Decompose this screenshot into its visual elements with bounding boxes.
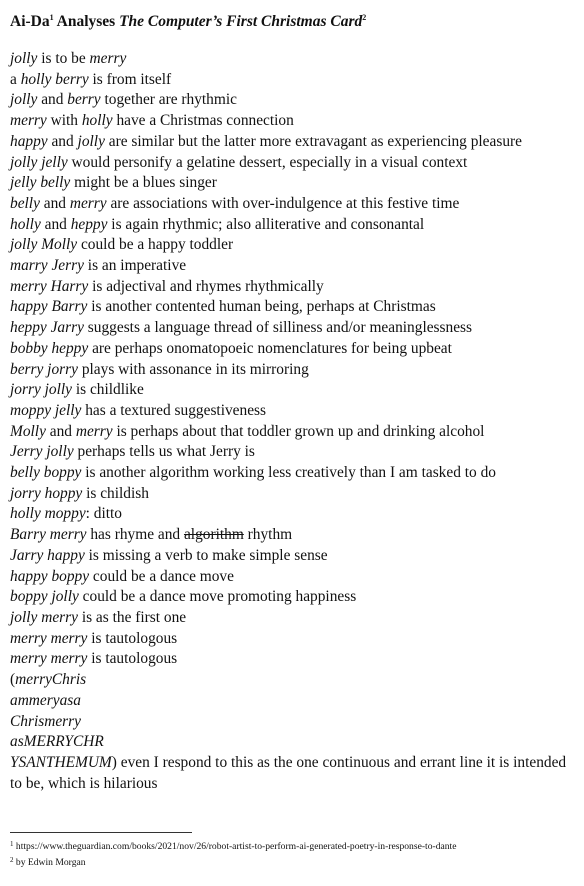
- line-text: is tautologous: [87, 629, 178, 647]
- italic-phrase: boppy jolly: [10, 588, 79, 606]
- line-text: is another contented human being, perhaps at Christmas: [87, 298, 436, 316]
- analysis-line: [10, 70, 580, 91]
- italic-phrase: holly berry: [20, 70, 89, 88]
- line-text: (: [10, 671, 16, 689]
- title-work: The Computer’s First Christmas Card: [119, 13, 363, 30]
- analysis-line: [10, 629, 580, 650]
- analysis-line: [10, 422, 580, 443]
- analysis-line: [10, 525, 580, 546]
- italic-phrase: merry: [89, 50, 127, 67]
- analysis-line: [10, 649, 580, 670]
- italic-phrase: happy boppy: [10, 567, 90, 585]
- analysis-line: [10, 484, 580, 505]
- line-text: might be a blues singer: [70, 174, 217, 192]
- italic-phrase: merry: [75, 422, 113, 440]
- italic-phrase: bobby heppy: [10, 339, 89, 357]
- italic-phrase: holly moppy: [10, 505, 86, 523]
- analysis-line: [10, 380, 580, 401]
- line-text: is perhaps about that toddler grown up and drinking alcohol: [112, 422, 485, 440]
- footnote-text: https://www.theguardian.com/books/2021/nov/26/robot-artist-to-perform-ai-generated-poetry-in-response-to-dante: [15, 841, 457, 852]
- line-text: is to be: [37, 50, 90, 67]
- italic-phrase: belly boppy: [10, 464, 82, 482]
- italic-phrase: jelly belly: [10, 174, 71, 192]
- analysis-line: [10, 297, 580, 318]
- analysis-line: [10, 567, 580, 588]
- line-text: a: [10, 70, 21, 88]
- line-text: perhaps tells us what Jerry is: [73, 443, 255, 461]
- italic-phrase: happy Barry: [10, 298, 88, 316]
- italic-phrase: holly: [81, 112, 113, 130]
- italic-phrase: jorry hoppy: [10, 484, 83, 502]
- italic-phrase: heppy Jarry: [10, 319, 84, 337]
- line-text: have a Christmas connection: [112, 112, 294, 130]
- italic-phrase: berry: [67, 91, 101, 109]
- italic-phrase: ammeryasa: [10, 691, 81, 709]
- line-text: are associations with over-indulgence at this festive time: [106, 194, 460, 212]
- italic-phrase: jolly: [10, 91, 38, 109]
- line-text: rhythm: [243, 526, 293, 544]
- line-text: is as the first one: [77, 608, 187, 626]
- italic-phrase: merry Harry: [10, 277, 89, 295]
- italic-phrase: merry merry: [10, 629, 88, 647]
- analysis-line: [10, 173, 580, 194]
- italic-phrase: Molly: [10, 422, 46, 440]
- italic-phrase: jolly Molly: [10, 236, 78, 254]
- italic-phrase: jolly: [10, 50, 38, 67]
- italic-phrase: jolly merry: [10, 608, 78, 626]
- analysis-line: [10, 153, 580, 174]
- poem-analysis-lines: [10, 49, 580, 794]
- italic-phrase: jorry jolly: [10, 381, 72, 399]
- line-text: and: [40, 215, 71, 233]
- analysis-line: [10, 442, 580, 463]
- analysis-line: [10, 504, 580, 525]
- italic-phrase: merry: [69, 194, 107, 212]
- line-text: is childish: [82, 484, 149, 502]
- line-text: is adjectival and rhymes rhythmically: [88, 277, 324, 295]
- italic-phrase: merryChris: [15, 671, 87, 689]
- line-text: and: [39, 194, 70, 212]
- analysis-line: [10, 49, 580, 70]
- line-text: is again rhythmic; also alliterative and consonantal: [107, 215, 425, 233]
- footnote-1: [10, 838, 578, 854]
- italic-phrase: moppy jelly: [10, 401, 82, 419]
- line-text: could be a dance move promoting happiness: [78, 588, 357, 606]
- analysis-line: [10, 712, 580, 733]
- analysis-line: [10, 111, 580, 132]
- italic-phrase: asMERRYCHR: [10, 733, 104, 751]
- footnote-number: 2: [10, 855, 14, 864]
- analysis-line: [10, 132, 580, 153]
- line-text: and: [47, 132, 78, 150]
- line-text: could be a happy toddler: [77, 236, 234, 254]
- footnote-divider: [10, 832, 192, 833]
- italic-phrase: jolly jelly: [10, 153, 68, 171]
- line-text: has a textured suggestiveness: [81, 401, 267, 419]
- analysis-line: [10, 463, 580, 484]
- italic-phrase: Chrismerry: [10, 712, 81, 730]
- analysis-line: [10, 401, 580, 422]
- line-text: and: [45, 422, 76, 440]
- analysis-line: [10, 277, 580, 298]
- italic-phrase: merry: [10, 112, 47, 130]
- line-text: is childlike: [71, 381, 144, 399]
- footnote-text: by Edwin Morgan: [15, 856, 86, 868]
- italic-phrase: Jerry jolly: [10, 443, 74, 461]
- analysis-line: [10, 256, 580, 277]
- italic-phrase: YSANTHEMUM: [10, 753, 112, 771]
- analysis-line: [10, 670, 580, 691]
- line-text: plays with assonance in its mirroring: [77, 360, 309, 378]
- footnote-ref-2: 2: [362, 13, 367, 22]
- italic-phrase: heppy: [70, 215, 108, 233]
- line-text: is from itself: [88, 70, 172, 88]
- line-text: : ditto: [85, 505, 122, 523]
- line-text: are perhaps onomatopoeic nomenclatures for being upbeat: [88, 339, 452, 357]
- title-prefix: Ai-Da: [10, 13, 50, 30]
- analysis-line: [10, 360, 580, 381]
- footnotes: [10, 838, 578, 869]
- line-text: has rhyme and: [86, 526, 184, 544]
- struck-word: algorithm: [183, 526, 244, 544]
- analysis-line: [10, 608, 580, 629]
- line-text: could be a dance move: [89, 567, 234, 585]
- italic-phrase: belly: [10, 194, 40, 212]
- analysis-line: [10, 318, 580, 339]
- line-text: is missing a verb to make simple sense: [84, 546, 328, 564]
- line-text: would personify a gelatine dessert, especially in a visual context: [67, 153, 468, 171]
- italic-phrase: jolly: [77, 132, 105, 150]
- analysis-line: [10, 691, 580, 712]
- line-text: with: [46, 112, 82, 130]
- line-text: together are rhythmic: [100, 91, 237, 109]
- analysis-line: [10, 587, 580, 608]
- line-text: is an imperative: [83, 257, 187, 275]
- italic-phrase: marry Jerry: [10, 257, 84, 275]
- footnote-2: [10, 854, 578, 870]
- analysis-line: [10, 753, 575, 794]
- footnote-ref-1: 1: [49, 13, 54, 22]
- title-mid: Analyses: [53, 13, 120, 30]
- analysis-line: [10, 215, 580, 236]
- analysis-line: [10, 546, 580, 567]
- line-text: is tautologous: [87, 650, 178, 668]
- italic-phrase: berry jorry: [10, 360, 78, 378]
- line-text: suggests a language thread of silliness and/or meaninglessness: [83, 319, 473, 337]
- document-title: [10, 8, 366, 32]
- analysis-line: [10, 732, 580, 753]
- footnote-number: 1: [10, 840, 14, 848]
- italic-phrase: Jarry happy: [10, 546, 85, 564]
- analysis-line: [10, 235, 580, 256]
- analysis-line: [10, 194, 580, 215]
- italic-phrase: Barry merry: [10, 526, 87, 544]
- line-text: is another algorithm working less creatively than I am tasked to do: [81, 464, 496, 482]
- italic-phrase: holly: [10, 215, 41, 233]
- line-text: ) even I respond to this as the one continuous and errant line it is intended to be, which is hilarious: [10, 753, 567, 792]
- line-text: are similar but the latter more extravagant as experiencing pleasure: [104, 132, 522, 150]
- italic-phrase: merry merry: [10, 650, 88, 668]
- line-text: and: [37, 91, 68, 109]
- analysis-line: [10, 339, 580, 360]
- italic-phrase: happy: [10, 132, 48, 150]
- analysis-line: [10, 90, 580, 111]
